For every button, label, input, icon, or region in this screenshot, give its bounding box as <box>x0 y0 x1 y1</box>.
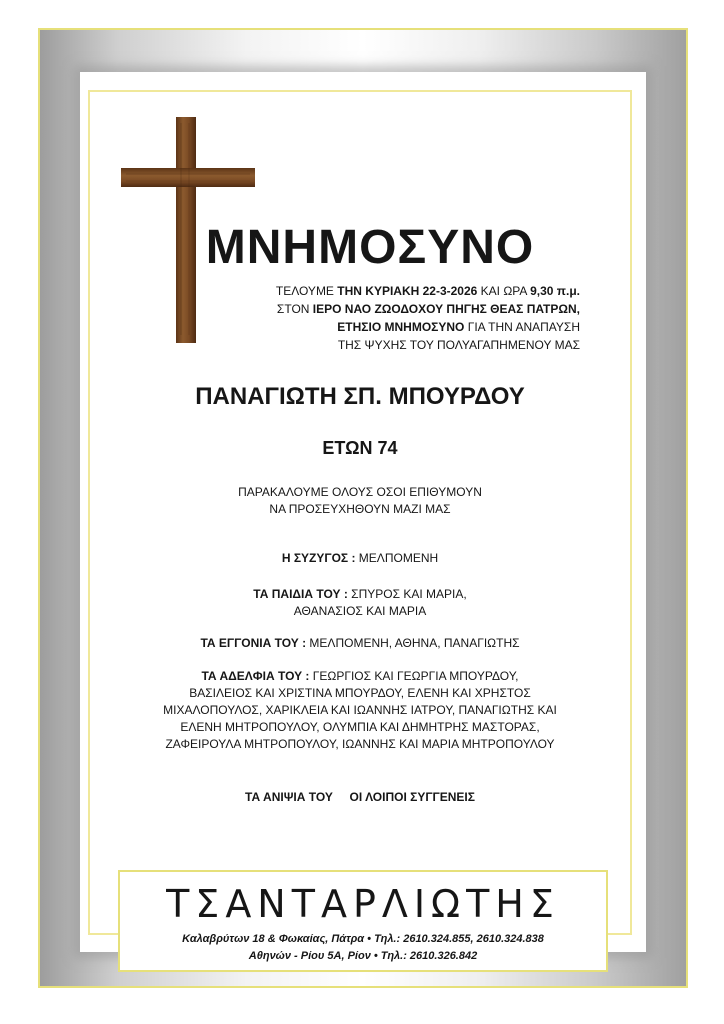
nephews-label: ΤΑ ΑΝΙΨΙΑ ΤΟΥ ΟΙ ΛΟΙΠΟΙ ΣΥΓΓΕΝΕΙΣ <box>245 790 475 804</box>
siblings-names: ΒΑΣΙΛΕΙΟΣ ΚΑΙ ΧΡΙΣΤΙΝΑ ΜΠΟΥΡΔΟΥ, ΕΛΕΝΗ ΚΑΙ ΧΡΗΣΤΟΣ <box>189 686 531 700</box>
funeral-home-address: Καλαβρύτων 18 & Φωκαίας, Πάτρα • Τηλ.: 2610.324.855, 2610.324.838 <box>182 933 544 945</box>
family-nephews <box>88 789 632 806</box>
announcement-line <box>170 300 580 318</box>
announcement-line <box>170 336 580 354</box>
announcement-text: ΓΙΑ ΤΗΝ ΑΝΑΠΑΥΣΗ <box>464 320 580 334</box>
prayer-request-line: ΝΑ ΠΡΟΣΕΥΧΗΘΟΥΝ ΜΑΖΙ ΜΑΣ <box>269 502 451 516</box>
siblings-label: ΤΑ ΑΔΕΛΦΙΑ ΤΟΥ : <box>201 669 310 683</box>
announcement-text: ΕΤΗΣΙΟ ΜΝΗΜΟΣΥΝΟ <box>337 320 465 334</box>
announcement-text: ΤΕΛΟΥΜΕ <box>275 284 338 298</box>
announcement-text: ΤΗΣ ΨΥΧΗΣ ΤΟΥ ΠΟΛΥΑΓΑΠΗΜΕΝΟΥ ΜΑΣ <box>337 338 580 352</box>
siblings-names: ΖΑΦΕΙΡΟΥΛΑ ΜΗΤΡΟΠΟΥΛΟΥ, ΙΩΑΝΝΗΣ ΚΑΙ ΜΑΡΙΑ ΜΗΤΡΟΠΟΥΛΟΥ <box>165 737 555 751</box>
page-title: ΜΝΗΜΟΣΥΝΟ <box>205 221 535 274</box>
announcement-text: ΙΕΡΟ ΝΑΟ ΖΩΟΔΟΧΟΥ ΠΗΓΗΣ ΘΕΑΣ ΠΑΤΡΩΝ, <box>312 302 580 316</box>
spouse-label: Η ΣΥΖΥΓΟΣ : <box>281 551 356 565</box>
family-grandchildren <box>88 635 632 652</box>
deceased-name: ΠΑΝΑΓΙΩΤΗ ΣΠ. ΜΠΟΥΡΔΟΥ <box>195 383 525 410</box>
siblings-names: ΜΙΧΑΛΟΠΟΥΛΟΣ, ΧΑΡΙΚΛΕΙΑ ΚΑΙ ΙΩΑΝΝΗΣ ΙΑΤΡΟΥ, ΠΑΝΑΓΙΩΤΗΣ ΚΑΙ <box>163 703 557 717</box>
children-names: ΑΘΑΝΑΣΙΟΣ ΚΑΙ ΜΑΡΙΑ <box>293 604 427 618</box>
announcement-text: ΤΗΝ ΚΥΡΙΑΚΗ 22-3-2026 <box>337 284 478 298</box>
deceased-age: ΕΤΩΝ 74 <box>322 438 398 458</box>
funeral-home-logo: ΤΣΑΝΤΑΡΛΙΩΤΗΣ <box>166 882 560 926</box>
grandchildren-names: ΜΕΛΠΟΜΕΝΗ, ΑΘΗΝΑ, ΠΑΝΑΓΙΩΤΗΣ <box>306 636 520 650</box>
announcement-text: ΚΑΙ ΩΡΑ <box>477 284 531 298</box>
spouse-name: ΜΕΛΠΟΜΕΝΗ <box>355 551 439 565</box>
announcement-text: ΣΤΟΝ <box>276 302 313 316</box>
children-names: ΣΠΥΡΟΣ ΚΑΙ ΜΑΡΙΑ, <box>347 587 467 601</box>
family-spouse <box>88 550 632 567</box>
prayer-request-line: ΠΑΡΑΚΑΛΟΥΜΕ ΟΛΟΥΣ ΟΣΟΙ ΕΠΙΘΥΜΟΥΝ <box>238 485 482 499</box>
family-children <box>88 586 632 620</box>
siblings-names: ΕΛΕΝΗ ΜΗΤΡΟΠΟΥΛΟΥ, ΟΛΥΜΠΙΑ ΚΑΙ ΔΗΜΗΤΡΗΣ ΜΑΣΤΟΡΑΣ, <box>180 720 540 734</box>
children-label: ΤΑ ΠΑΙΔΙΑ ΤΟΥ : <box>253 587 348 601</box>
funeral-home-box <box>118 870 608 972</box>
announcement-text: 9,30 π.μ. <box>530 284 580 298</box>
grandchildren-label: ΤΑ ΕΓΓΟΝΙΑ ΤΟΥ : <box>200 636 307 650</box>
funeral-home-address: Αθηνών - Ρίου 5Α, Ρίον • Τηλ.: 2610.326.842 <box>248 950 478 962</box>
family-siblings <box>88 668 632 753</box>
announcement-line <box>170 318 580 336</box>
siblings-names: ΓΕΩΡΓΙΟΣ ΚΑΙ ΓΕΩΡΓΙΑ ΜΠΟΥΡΔΟΥ, <box>309 669 519 683</box>
prayer-request <box>88 484 632 518</box>
announcement <box>170 282 580 354</box>
announcement-line <box>170 282 580 300</box>
